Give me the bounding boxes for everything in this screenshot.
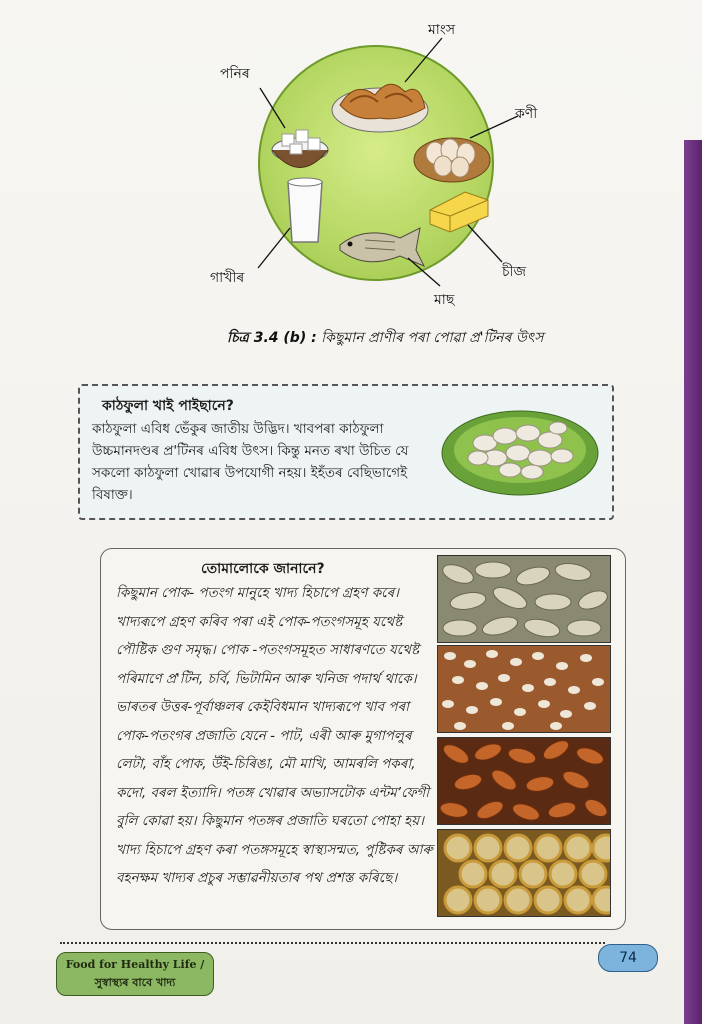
caption-prefix: চিত্ৰ 3.4 (b) : <box>227 330 317 346</box>
chapter-title-tab <box>56 952 214 996</box>
chapter-title-assamese: সুস্বাস্থ্যৰ বাবে খাদ্য <box>94 976 176 989</box>
label-cheese: চীজ <box>502 264 527 280</box>
termites-photo <box>437 645 611 733</box>
insect-box-body: কিছুমান পোক- পতংগ মানুহে খাদ্য হিচাপে গ্ৰহণ কৰে। খাদ্যৰূপে গ্ৰহণ কৰিব পৰা এই পোক-পতংগসমূহ যথেষ্ট পৌষ্টিক গুণ সমৃদ্ধ। পোক -পতংগসমূহত সাধাৰণতে যথেষ্ট পৰিমাণে প্ৰ'টিন, চৰ্বি, ভিটামিন আৰু খনিজ পদাৰ্থ থাকে। ভাৰতৰ উত্তৰ-পূৰ্বাঞ্চলৰ কেইবিধমান খাদ্যৰূপে খাব পৰা পোক-পতংগৰ প্ৰজাতি যেনে - পাট, এৰী আৰু মুগাপলুৰ লেটা, বাঁহ পোক, উঁই-চিৰিঙা, মৌ মাখি, আমৰলি পকৰা, কদো, বৰল ইত্যাদি। পতঙ্গ খোৱাৰ অভ্যাসটোক এন্টম’ফেগী বুলি কোৱা হয়। কিছুমান পতঙ্গৰ প্ৰজাতি ঘৰতো পোহা হয়। খাদ্য হিচাপে গ্ৰহণ কৰা পতঙ্গসমূহে স্বাস্থ্যসন্মত, পুষ্টিকৰ আৰু বহনক্ষম খাদ্যৰ প্ৰচুৰ সম্ভাৱনীয়তাৰ পথ প্ৰশস্ত কৰিছে। <box>116 585 433 886</box>
paneer-image <box>272 130 328 168</box>
pupae-photo <box>437 737 611 825</box>
figure-caption <box>227 326 543 350</box>
honeycomb-photo <box>437 829 611 917</box>
label-fish: মাছ <box>434 292 455 308</box>
insect-box-title: তোমালোকে জানানে? <box>201 561 325 577</box>
silkworm-larvae-photo <box>437 555 611 643</box>
caption-text: কিছুমান প্ৰাণীৰ পৰা পোৱা প্ৰ'টিনৰ উৎস <box>321 330 544 346</box>
label-paneer: পনিৰ <box>220 66 250 82</box>
milk-glass-image <box>288 178 322 242</box>
book-spine-edge <box>684 140 702 1024</box>
label-milk: গাখীৰ <box>210 270 245 286</box>
page-number: 74 <box>598 944 658 972</box>
footer-dotted-line <box>60 942 605 944</box>
cheese-image <box>430 192 488 232</box>
label-meat: মাংস <box>428 22 456 38</box>
mushroom-box-title: কাঠফুলা খাই পাইছানে? <box>102 398 234 414</box>
insect-info-box <box>100 548 626 930</box>
meat-image <box>332 84 428 132</box>
protein-sources-figure <box>150 10 570 320</box>
mushroom-info-box <box>78 384 614 520</box>
chapter-title-english: Food for Healthy Life / <box>65 958 205 971</box>
label-egg: কণী <box>515 106 538 122</box>
mushroom-plate-image <box>440 398 600 498</box>
mushroom-box-body: কাঠফুলা এবিধ ভেঁকুৰ জাতীয় উদ্ভিদ। খাবপৰা কাঠফুলা উচ্চমানদণ্ডৰ প্ৰ'টিনৰ এবিধ উৎস। কিন্তু মনত ৰখা উচিত যে সকলো কাঠফুলা খোৱাৰ উপযোগী নহয়। ইহঁতৰ বেছিভাগেই বিষাক্ত। <box>92 421 409 503</box>
egg-basket-image <box>414 138 490 182</box>
